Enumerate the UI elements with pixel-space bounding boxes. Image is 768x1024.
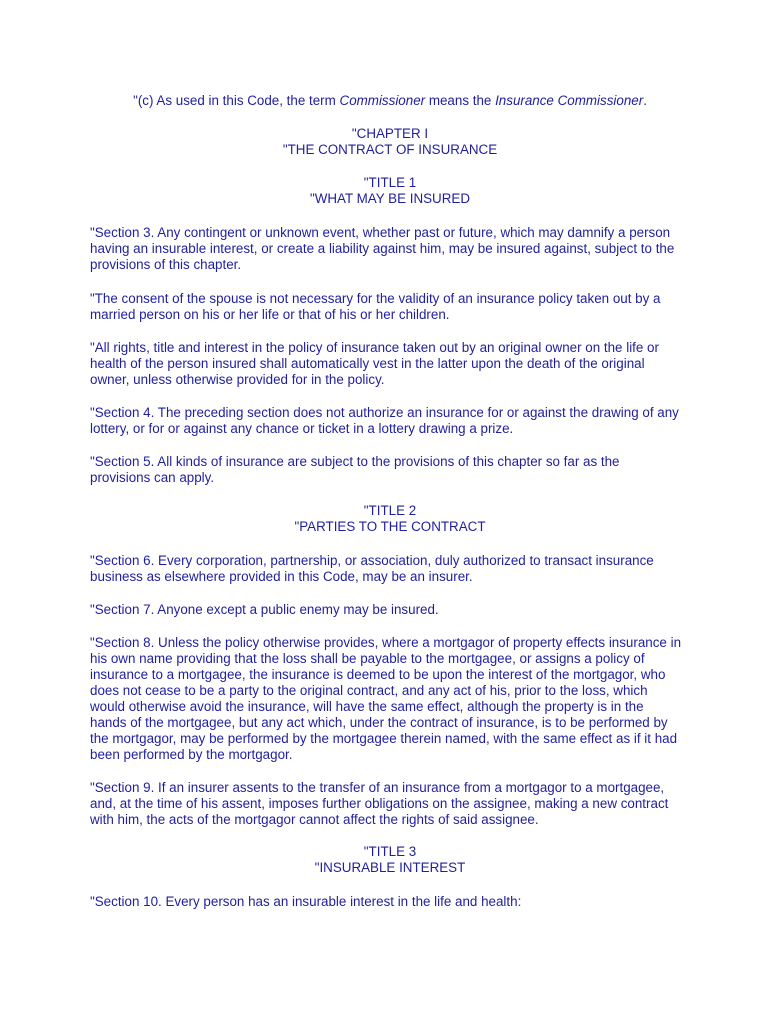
title-3-number: "TITLE 3	[363, 844, 417, 859]
chapter-heading	[90, 126, 690, 158]
intro-text-middle: means the	[425, 93, 496, 108]
term-commissioner: Commissioner	[339, 93, 426, 108]
title-2-heading	[90, 503, 690, 535]
section-9-paragraph: "Section 9. If an insurer assents to the transfer of an insurance from a mortgagor to a mortgagee, and, at the time of his assent, imposes further obligations on the assignee, making a new contract with him, the acts of the mortgagor cannot affect the rights of said assignee.	[90, 780, 669, 827]
chapter-number: "CHAPTER I	[351, 126, 429, 141]
section-4-paragraph: "Section 4. The preceding section does not authorize an insurance for or against the drawing of any lottery, or for or against any chance or ticket in a lottery drawing a prize.	[90, 405, 679, 436]
rights-vesting-paragraph: "All rights, title and interest in the policy of insurance taken out by an original owner on the life or health of the person insured shall automatically vest in the latter upon the death of the original owner, unless otherwise provided for in the policy.	[90, 340, 659, 387]
title-1-heading	[90, 175, 690, 207]
intro-text-start: "(c) As used in this Code, the term	[133, 93, 340, 108]
title-1-name: "WHAT MAY BE INSURED	[309, 191, 470, 206]
title-3-heading	[90, 844, 690, 876]
title-2-number: "TITLE 2	[363, 503, 417, 518]
spouse-consent-paragraph: "The consent of the spouse is not necessary for the validity of an insurance policy taken out by a married person on his or her life or that of his or her children.	[90, 291, 661, 322]
section-3-paragraph: "Section 3. Any contingent or unknown event, whether past or future, which may damnify a person having an insurable interest, or create a liability against him, may be insured against, subject to the provisions of this chapter.	[90, 225, 675, 272]
title-2-name: "PARTIES TO THE CONTRACT	[294, 519, 486, 534]
section-7-paragraph: "Section 7. Anyone except a public enemy may be insured.	[90, 602, 439, 617]
title-3-name: "INSURABLE INTEREST	[314, 860, 466, 875]
section-10-paragraph: "Section 10. Every person has an insurable interest in the life and health:	[90, 894, 522, 909]
intro-text-end: .	[643, 93, 647, 108]
title-1-number: "TITLE 1	[363, 175, 417, 190]
section-8-paragraph: "Section 8. Unless the policy otherwise provides, where a mortgagor of property effects insurance in his own name providing that the loss shall be payable to the mortgagee, or assigns a policy of insurance to a mortgagee, the insurance is deemed to be upon the interest of the mortgagor, who does not cease to be a party to the original contract, and any act of his, prior to the loss, which would otherwise avoid the insurance, will have the same effect, although the property is in the hands of the mortgagee, but any act which, under the contract of insurance, is to be performed by the mortgagor, may be performed by the mortgagee therein named, with the same effect as if it had been performed by the mortgagor.	[90, 635, 682, 762]
section-5-paragraph: "Section 5. All kinds of insurance are subject to the provisions of this chapter so far as the provisions can apply.	[90, 454, 620, 485]
intro-paragraph	[90, 93, 690, 109]
chapter-title: "THE CONTRACT OF INSURANCE	[282, 142, 498, 157]
term-insurance-commissioner: Insurance Commissioner	[495, 93, 644, 108]
section-6-paragraph: "Section 6. Every corporation, partnership, or association, duly authorized to transact insurance business as elsewhere provided in this Code, may be an insurer.	[90, 553, 654, 584]
